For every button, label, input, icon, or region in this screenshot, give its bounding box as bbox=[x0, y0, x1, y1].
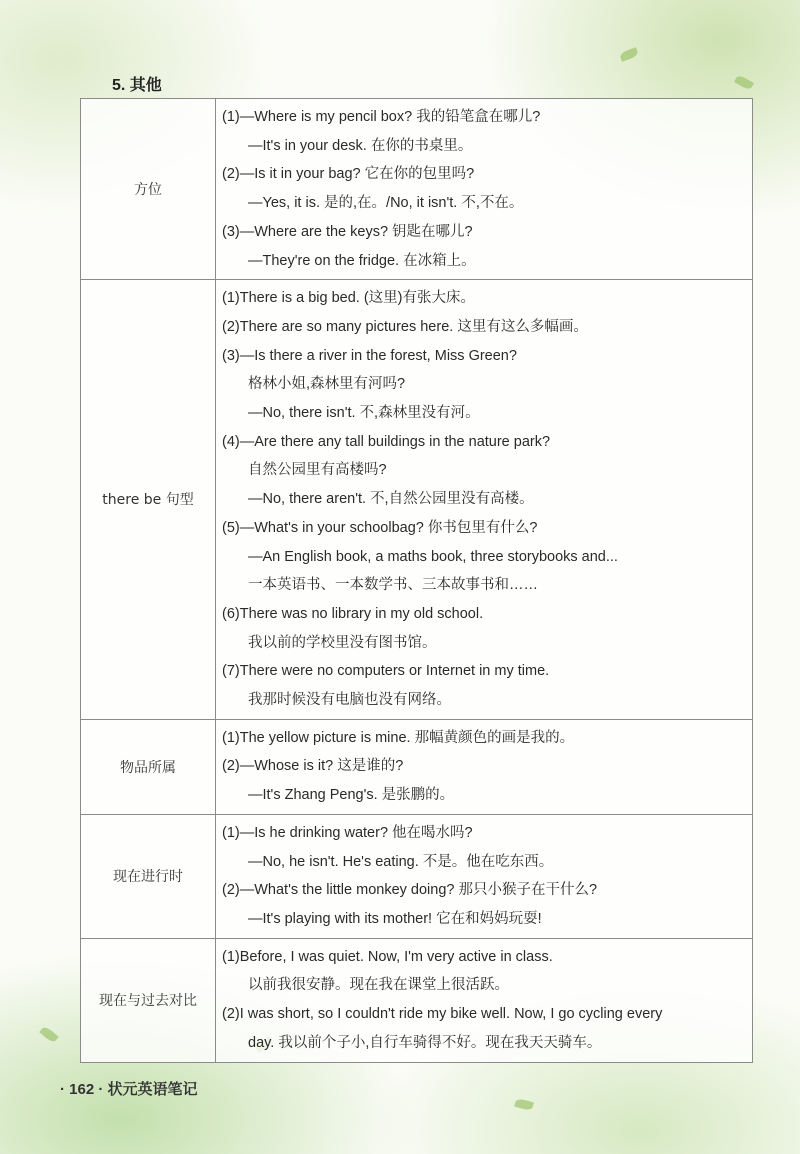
examples-cell bbox=[216, 719, 753, 814]
example-line: (6)There was no library in my old school. bbox=[222, 605, 484, 622]
example-line: (1)There is a big bed. (这里)有张大床。 bbox=[222, 290, 476, 307]
example-line: —It's playing with its mother! 它在和妈妈玩耍! bbox=[248, 910, 542, 927]
example-line: (2)I was short, so I couldn't ride my bike well. Now, I go cycling every bbox=[222, 1006, 663, 1023]
examples-cell bbox=[216, 814, 753, 938]
example-line: 格林小姐,森林里有河吗? bbox=[248, 376, 406, 393]
example-line: —It's Zhang Peng's. 是张鹏的。 bbox=[248, 787, 455, 804]
example-line: 一本英语书、一本数学书、三本故事书和…… bbox=[248, 577, 538, 594]
example-line: 以前我很安静。现在我在课堂上很活跃。 bbox=[248, 977, 509, 994]
examples-cell bbox=[216, 938, 753, 1062]
table-row bbox=[81, 99, 753, 280]
example-line: —No, there aren't. 不,自然公园里没有高楼。 bbox=[248, 491, 534, 508]
leaf-decoration bbox=[514, 1098, 534, 1111]
examples-cell bbox=[216, 280, 753, 720]
example-line: (4)—Are there any tall buildings in the nature park? bbox=[222, 433, 551, 450]
leaf-decoration bbox=[619, 47, 639, 62]
grammar-notes-table bbox=[80, 98, 753, 1063]
example-line: —They're on the fridge. 在冰箱上。 bbox=[248, 252, 476, 269]
example-line: —An English book, a maths book, three storybooks and... bbox=[248, 548, 618, 565]
section-title: 5. 其他 bbox=[112, 77, 162, 94]
example-line: (2)—Is it in your bag? 它在你的包里吗? bbox=[222, 166, 475, 183]
example-line: (7)There were no computers or Internet in my time. bbox=[222, 663, 550, 680]
example-line: (2)—Whose is it? 这是谁的? bbox=[222, 758, 404, 775]
example-line: —No, there isn't. 不,森林里没有河。 bbox=[248, 405, 480, 422]
leaf-decoration bbox=[39, 1025, 59, 1043]
example-line: 自然公园里有高楼吗? bbox=[248, 462, 387, 479]
leaf-decoration bbox=[734, 74, 754, 91]
table-row bbox=[81, 938, 753, 1062]
category-cell: 现在与过去对比 bbox=[81, 938, 216, 1062]
page-number-footer: · 162 · 状元英语笔记 bbox=[60, 1081, 198, 1098]
example-line: (3)—Where are the keys? 钥匙在哪儿? bbox=[222, 223, 473, 240]
example-line: —No, he isn't. He's eating. 不是。他在吃东西。 bbox=[248, 853, 554, 870]
example-line: (2)There are so many pictures here. 这里有这么多幅画。 bbox=[222, 318, 588, 335]
category-cell: 方位 bbox=[81, 99, 216, 280]
examples-cell bbox=[216, 99, 753, 280]
table-row bbox=[81, 719, 753, 814]
table-row bbox=[81, 280, 753, 720]
example-line: —It's in your desk. 在你的书桌里。 bbox=[248, 137, 473, 154]
example-line: (3)—Is there a river in the forest, Miss Green? bbox=[222, 347, 517, 364]
category-cell: 物品所属 bbox=[81, 719, 216, 814]
category-cell: 现在进行时 bbox=[81, 814, 216, 938]
example-line: 我以前的学校里没有图书馆。 bbox=[248, 634, 437, 651]
example-line: (1)—Is he drinking water? 他在喝水吗? bbox=[222, 824, 473, 841]
example-line: —Yes, it is. 是的,在。/No, it isn't. 不,不在。 bbox=[248, 195, 524, 212]
example-line: day. 我以前个子小,自行车骑得不好。现在我天天骑车。 bbox=[248, 1034, 602, 1051]
example-line: (5)—What's in your schoolbag? 你书包里有什么? bbox=[222, 519, 538, 536]
example-line: (1)The yellow picture is mine. 那幅黄颜色的画是我的。 bbox=[222, 729, 575, 746]
example-line: (1)—Where is my pencil box? 我的铅笔盒在哪儿? bbox=[222, 109, 541, 125]
example-line: 我那时候没有电脑也没有网络。 bbox=[248, 692, 451, 709]
example-line: (1)Before, I was quiet. Now, I'm very active in class. bbox=[222, 948, 553, 965]
category-cell: there be 句型 bbox=[81, 280, 216, 720]
example-line: (2)—What's the little monkey doing? 那只小猴子在干什么? bbox=[222, 882, 598, 899]
table-row bbox=[81, 814, 753, 938]
